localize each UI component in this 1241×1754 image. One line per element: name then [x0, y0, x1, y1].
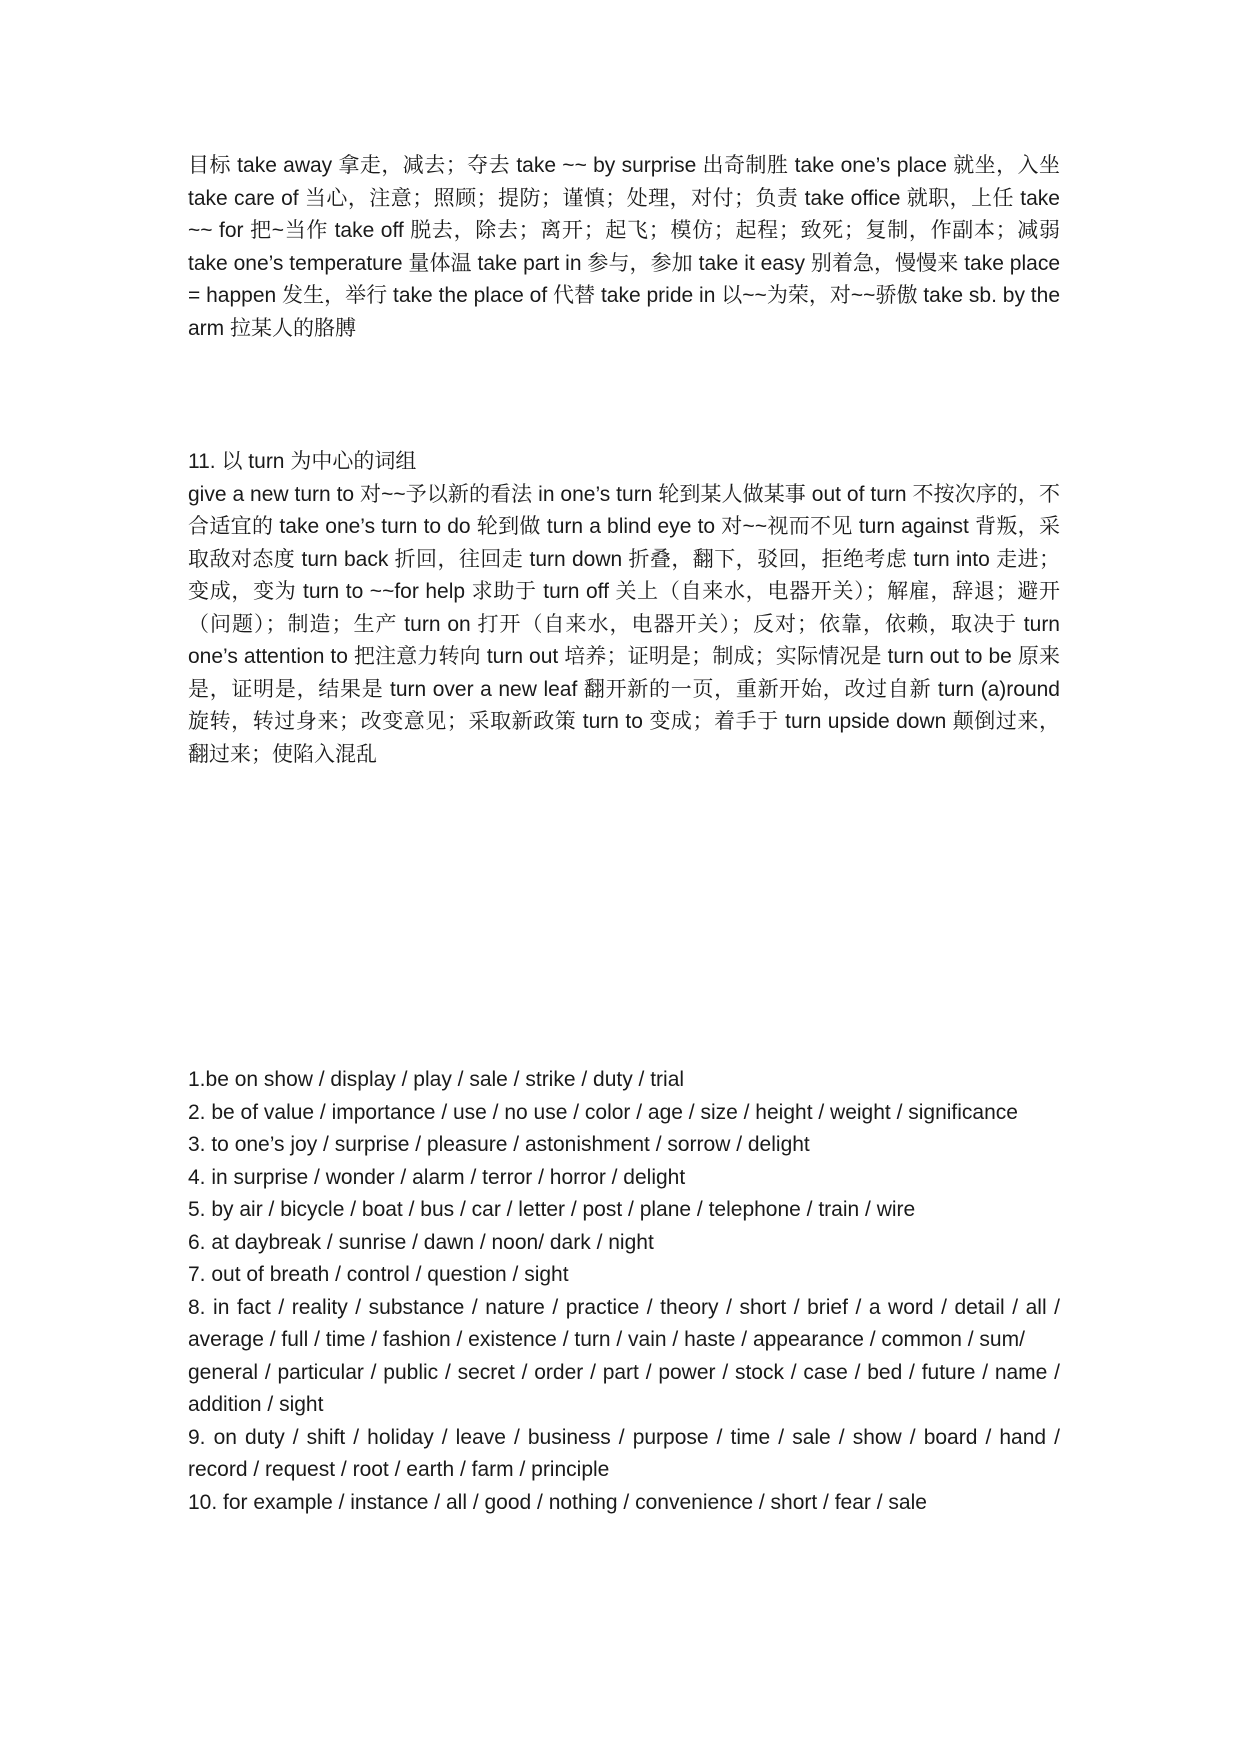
preposition-phrases-list — [188, 1064, 1060, 1519]
list-item: 3. to one’s joy / surprise / pleasure / astonishment / sorrow / delight — [188, 1133, 810, 1156]
list-item: 4. in surprise / wonder / alarm / terror / horror / delight — [188, 1165, 686, 1189]
take-phrases-text: 目标 take away 拿走，减去；夺去 take ~~ by surprise 出奇制胜 take one’s place 就坐，入坐 take care of 当心，注意；照顾；提防；谨慎；处理，对付；负责 take office 就职，上任 take ~~ for 把~当作 take off 脱去，除去；离开；起飞；模仿；起程；致死；复制，作副本；减弱 take one’s temperature 量体温 take part in 参与，参加 take it easy 别着急，慢慢来 take place = happen 发生，举行 take the place of 代替 take pride in 以~~为荣，对~~骄傲 take sb. by the arm 拉某人的胳膊 — [188, 154, 1060, 340]
list-item: 6. at daybreak / sunrise / dawn / noon/ dark / night — [188, 1230, 654, 1254]
list-item: general / particular / public / secret / order / part / power / stock / case / bed / future / name / addition / sight — [188, 1360, 1060, 1416]
list-item: 7. out of breath / control / question / sight — [188, 1263, 569, 1286]
list-item: 10. for example / instance / all / good / nothing / convenience / short / fear / sale — [188, 1490, 927, 1514]
list-item: 2. be of value / importance / use / no use / color / age / size / height / weight / significance — [188, 1100, 1018, 1124]
list-item: 1.be on show / display / play / sale / strike / duty / trial — [188, 1068, 685, 1091]
take-phrases-paragraph — [188, 150, 1060, 345]
list-item: 8. in fact / reality / substance / nature / practice / theory / short / brief / a word / detail / all / average / full / time / fashion / existence / turn / vain / haste / appearance / common / sum/ — [188, 1295, 1060, 1351]
list-item: 9. on duty / shift / holiday / leave / business / purpose / time / sale / show / board / hand / record / request / root / earth / farm / principle — [188, 1425, 1060, 1481]
turn-section-heading: 11. 以 turn 为中心的词组 — [188, 450, 417, 473]
turn-phrases-section — [188, 446, 1060, 771]
turn-phrases-text: give a new turn to 对~~予以新的看法 in one’s turn 轮到某人做某事 out of turn 不按次序的，不合适宜的 take one’s turn to do 轮到做 turn a blind eye to 对~~视而不见 turn against 背叛，采取敌对态度 turn back 折回，往回走 turn down 折叠，翻下，驳回，拒绝考虑 turn into 走进；变成，变为 turn to ~~for help 求助于 turn off 关上（自来水，电器开关）；解雇，辞退；避开（问题）；制造；生产 turn on 打开（自来水，电器开关）；反对；依靠，依赖，取决于 turn one’s attention to 把注意力转向 turn out 培养；证明是；制成；实际情况是 turn out to be 原来是，证明是，结果是 turn over a new leaf 翻开新的一页，重新开始，改过自新 turn (a)round 旋转，转过身来；改变意见；采取新政策 turn to 变成；着手于 turn upside down 颠倒过来，翻过来；使陷入混乱 — [188, 482, 1060, 766]
list-item: 5. by air / bicycle / boat / bus / car / letter / post / plane / telephone / train / wire — [188, 1198, 916, 1221]
